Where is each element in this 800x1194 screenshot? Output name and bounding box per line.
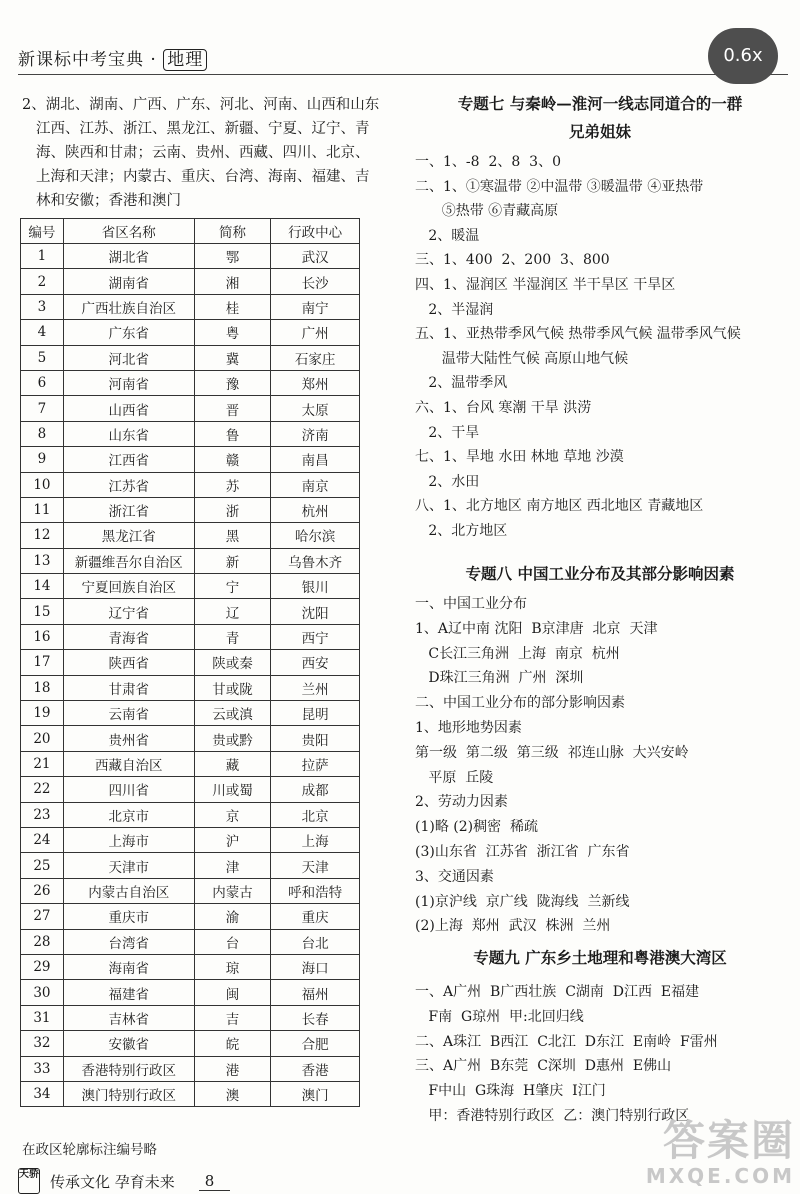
cell-province: 天津市 (63, 853, 194, 878)
table-row (21, 1056, 360, 1081)
cell-number: 2 (21, 269, 64, 294)
cell-number: 3 (21, 294, 64, 319)
cell-province: 云南省 (63, 701, 194, 726)
answer-line: F中山 G珠海 H肇庆 I江门 (415, 1083, 606, 1100)
cell-capital: 沈阳 (271, 599, 360, 624)
header-divider (18, 74, 788, 75)
answer-line: 第一级 第二级 第三级 祁连山脉 大兴安岭 (415, 744, 689, 761)
cell-number: 26 (21, 878, 64, 903)
cell-province: 湖南省 (63, 269, 194, 294)
cell-capital: 重庆 (271, 904, 360, 929)
cell-abbr: 浙 (194, 497, 271, 522)
cell-province: 安徽省 (63, 1031, 194, 1056)
answer-line: F南 G琼州 甲:北回归线 (415, 1008, 584, 1025)
cell-capital: 石家庄 (271, 345, 360, 370)
cell-capital: 澳门 (271, 1081, 360, 1106)
cell-capital: 贵阳 (271, 726, 360, 751)
answer-line: 七、1、旱地 水田 林地 草地 沙漠 (415, 449, 624, 466)
table-row (21, 523, 360, 548)
cell-capital: 南京 (271, 472, 360, 497)
cell-abbr: 桂 (194, 294, 271, 319)
cell-capital: 福州 (271, 980, 360, 1005)
cell-capital: 兰州 (271, 675, 360, 700)
cell-abbr: 津 (194, 853, 271, 878)
cell-number: 29 (21, 954, 64, 979)
cell-capital: 北京 (271, 802, 360, 827)
intro-line: 江西、江苏、浙江、黑龙江、新疆、宁夏、辽宁、青 (36, 121, 370, 137)
cell-capital: 郑州 (271, 370, 360, 395)
cell-number: 21 (21, 751, 64, 776)
cell-capital: 呼和浩特 (271, 878, 360, 903)
zoom-level-button[interactable]: 0.6x (708, 28, 778, 84)
cell-capital: 太原 (271, 396, 360, 421)
cell-number: 10 (21, 472, 64, 497)
cell-capital: 拉萨 (271, 751, 360, 776)
cell-capital: 银川 (271, 574, 360, 599)
table-row (21, 244, 360, 269)
cell-number: 24 (21, 827, 64, 852)
cell-number: 16 (21, 624, 64, 649)
answer-line: (1)京沪线 京广线 陇海线 兰新线 (415, 893, 630, 910)
cell-number: 18 (21, 675, 64, 700)
answer-2-intro (22, 93, 392, 213)
cell-capital: 西宁 (271, 624, 360, 649)
answer-line: 2、北方地区 (415, 522, 508, 539)
cell-number: 22 (21, 777, 64, 802)
cell-province: 辽宁省 (63, 599, 194, 624)
cell-number: 15 (21, 599, 64, 624)
cell-abbr: 湘 (194, 269, 271, 294)
cell-number: 17 (21, 650, 64, 675)
cell-province: 山西省 (63, 396, 194, 421)
table-row (21, 1005, 360, 1030)
cell-province: 上海市 (63, 827, 194, 852)
cell-abbr: 赣 (194, 447, 271, 472)
answer-line: 一、中国工业分布 (415, 596, 527, 612)
col-header-capital: 行政中心 (271, 219, 360, 244)
cell-abbr: 鄂 (194, 244, 271, 269)
cell-province: 新疆维吾尔自治区 (63, 548, 194, 573)
cell-number: 4 (21, 320, 64, 345)
cell-number: 25 (21, 853, 64, 878)
table-row (21, 345, 360, 370)
topic-7-section (415, 92, 785, 544)
cell-province: 湖北省 (63, 244, 194, 269)
table-row (21, 726, 360, 751)
answer-line: 2、半湿润 (415, 301, 494, 318)
cell-abbr: 甘或陇 (194, 675, 271, 700)
table-row (21, 574, 360, 599)
answer-line: D珠江三角洲 广州 深圳 (415, 670, 584, 687)
cell-province: 福建省 (63, 980, 194, 1005)
cell-province: 贵州省 (63, 726, 194, 751)
cell-number: 33 (21, 1056, 64, 1081)
topic-9-title: 专题九 广东乡土地理和粤港澳大湾区 (473, 948, 727, 967)
cell-capital: 上海 (271, 827, 360, 852)
answer-line: 五、1、亚热带季风气候 热带季风气候 温带季风气候 (415, 326, 741, 343)
cell-abbr: 吉 (194, 1005, 271, 1030)
cell-abbr: 琼 (194, 954, 271, 979)
col-header-name: 省区名称 (63, 219, 194, 244)
topic-9-answers (415, 980, 785, 1129)
table-row (21, 777, 360, 802)
cell-abbr: 澳 (194, 1081, 271, 1106)
table-row (21, 472, 360, 497)
footer-slogan: 传承文化 孕育未来 (50, 1172, 175, 1191)
table-row (21, 954, 360, 979)
cell-province: 山东省 (63, 421, 194, 446)
answer-line: 2、温带季风 (415, 375, 508, 392)
cell-capital: 南昌 (271, 447, 360, 472)
cell-number: 23 (21, 802, 64, 827)
watermark-url: MXQE.COM (645, 1164, 795, 1188)
cell-number: 34 (21, 1081, 64, 1106)
cell-capital: 成都 (271, 777, 360, 802)
answer-line: 甲：香港特别行政区 乙：澳门特别行政区 (415, 1107, 690, 1124)
cell-province: 宁夏回族自治区 (63, 574, 194, 599)
cell-capital: 长春 (271, 1005, 360, 1030)
answer-line: 八、1、北方地区 南方地区 西北地区 青藏地区 (415, 498, 704, 515)
cell-number: 14 (21, 574, 64, 599)
cell-province: 浙江省 (63, 497, 194, 522)
cell-province: 青海省 (63, 624, 194, 649)
answer-line: (3)山东省 江苏省 浙江省 广东省 (415, 843, 630, 860)
cell-abbr: 晋 (194, 396, 271, 421)
intro-line: 上海和天津；内蒙古、重庆、台湾、海南、福建、吉 (36, 169, 370, 185)
cell-abbr: 粤 (194, 320, 271, 345)
answer-line: 1、A辽中南 沈阳 B京津唐 北京 天津 (415, 620, 658, 637)
page-number: 8 (199, 1172, 231, 1191)
answer-line: 平原 丘陵 (415, 769, 494, 786)
cell-capital: 杭州 (271, 497, 360, 522)
cell-capital: 广州 (271, 320, 360, 345)
cell-province: 江西省 (63, 447, 194, 472)
cell-capital: 西安 (271, 650, 360, 675)
cell-abbr: 陕或秦 (194, 650, 271, 675)
intro-line: 林和安徽；香港和澳门 (36, 193, 181, 209)
answer-line: 四、1、湿润区 半湿润区 半干旱区 干旱区 (415, 276, 676, 293)
answer-line: C长江三角洲 上海 南京 杭州 (415, 645, 620, 662)
cell-capital: 南宁 (271, 294, 360, 319)
cell-province: 重庆市 (63, 904, 194, 929)
answer-line: ⑤热带 ⑥青藏高原 (415, 203, 559, 220)
cell-abbr: 苏 (194, 472, 271, 497)
cell-capital: 天津 (271, 853, 360, 878)
cell-number: 11 (21, 497, 64, 522)
table-row (21, 421, 360, 446)
cell-capital: 香港 (271, 1056, 360, 1081)
page-footer (18, 1168, 230, 1194)
cell-abbr: 冀 (194, 345, 271, 370)
cell-number: 1 (21, 244, 64, 269)
cell-abbr: 渝 (194, 904, 271, 929)
cell-number: 7 (21, 396, 64, 421)
cell-number: 13 (21, 548, 64, 573)
topic-7-title-cont: 兄弟姐妹 (568, 122, 631, 141)
answer-line: 二、中国工业分布的部分影响因素 (415, 695, 625, 712)
table-row (21, 320, 360, 345)
cell-number: 28 (21, 929, 64, 954)
table-row (21, 650, 360, 675)
table-row (21, 980, 360, 1005)
cell-province: 广东省 (63, 320, 194, 345)
answer-line: 温带大陆性气候 高原山地气候 (415, 350, 629, 367)
cell-province: 江苏省 (63, 472, 194, 497)
cell-abbr: 贵或黔 (194, 726, 271, 751)
table-row (21, 624, 360, 649)
cell-abbr: 皖 (194, 1031, 271, 1056)
answer-line: 3、交通因素 (415, 868, 494, 885)
cell-capital: 哈尔滨 (271, 523, 360, 548)
cell-province: 吉林省 (63, 1005, 194, 1030)
cell-capital: 台北 (271, 929, 360, 954)
publisher-seal: 天骄 (18, 1168, 40, 1194)
answer-line: 2、干旱 (415, 424, 480, 441)
cell-abbr: 内蒙古 (194, 878, 271, 903)
cell-number: 9 (21, 447, 64, 472)
cell-number: 20 (21, 726, 64, 751)
answer-line: 2、劳动力因素 (415, 794, 508, 811)
cell-abbr: 新 (194, 548, 271, 573)
cell-province: 西藏自治区 (63, 751, 194, 776)
book-title: 新课标中考宝典 · (18, 50, 164, 70)
table-row (21, 878, 360, 903)
table-row (21, 548, 360, 573)
cell-number: 5 (21, 345, 64, 370)
cell-province: 河南省 (63, 370, 194, 395)
table-row (21, 701, 360, 726)
cell-abbr: 港 (194, 1056, 271, 1081)
cell-abbr: 黑 (194, 523, 271, 548)
cell-number: 31 (21, 1005, 64, 1030)
table-header-row (21, 219, 360, 244)
cell-province: 广西壮族自治区 (63, 294, 194, 319)
table-row (21, 1081, 360, 1106)
cell-abbr: 川或蜀 (194, 777, 271, 802)
table-row (21, 497, 360, 522)
table-row (21, 370, 360, 395)
answer-line: 一、1、-8 2、8 3、0 (415, 154, 561, 170)
cell-abbr: 鲁 (194, 421, 271, 446)
cell-abbr: 台 (194, 929, 271, 954)
cell-province: 黑龙江省 (63, 523, 194, 548)
topic-9-section (415, 946, 785, 1129)
answer-line: 二、1、①寒温带 ②中温带 ③暖温带 ④亚热带 (415, 178, 704, 195)
table-row (21, 396, 360, 421)
topic-8-title: 专题八 中国工业分布及其部分影响因素 (465, 564, 735, 583)
table-row (21, 675, 360, 700)
answer-line: 三、1、400 2、200 3、800 (415, 252, 610, 269)
cell-abbr: 闽 (194, 980, 271, 1005)
cell-province: 台湾省 (63, 929, 194, 954)
cell-abbr: 沪 (194, 827, 271, 852)
table-row (21, 904, 360, 929)
cell-province: 海南省 (63, 954, 194, 979)
subject-badge: 地理 (163, 49, 207, 71)
table-row (21, 599, 360, 624)
cell-capital: 济南 (271, 421, 360, 446)
topic-7-answers (415, 150, 785, 544)
cell-abbr: 辽 (194, 599, 271, 624)
cell-abbr: 藏 (194, 751, 271, 776)
answer-line: 2、水田 (415, 473, 480, 490)
answer-line: 二、A珠江 B西江 C北江 D东江 E南岭 F雷州 (415, 1033, 718, 1050)
table-row (21, 1031, 360, 1056)
topic-8-answers (415, 592, 785, 939)
intro-line: 2、湖北、湖南、广西、广东、河北、河南、山西和山东 (22, 97, 380, 113)
answer-line: 1、地形地势因素 (415, 719, 522, 736)
answer-line: 2、暖温 (415, 227, 480, 244)
topic-8-section (415, 562, 785, 939)
table-row (21, 447, 360, 472)
table-row (21, 853, 360, 878)
cell-province: 澳门特别行政区 (63, 1081, 194, 1106)
col-header-number: 编号 (21, 219, 64, 244)
table-row (21, 294, 360, 319)
cell-province: 香港特别行政区 (63, 1056, 194, 1081)
cell-number: 8 (21, 421, 64, 446)
watermark-logo-text: 答案圈 (662, 1116, 795, 1165)
cell-capital: 海口 (271, 954, 360, 979)
answer-line: (1)略 (2)稠密 稀疏 (415, 819, 539, 836)
cell-province: 北京市 (63, 802, 194, 827)
table-row (21, 929, 360, 954)
cell-number: 30 (21, 980, 64, 1005)
cell-abbr: 豫 (194, 370, 271, 395)
cell-abbr: 青 (194, 624, 271, 649)
cell-capital: 长沙 (271, 269, 360, 294)
page-header (18, 45, 438, 73)
answer-line: (2)上海 郑州 武汉 株洲 兰州 (415, 918, 611, 935)
cell-province: 甘肃省 (63, 675, 194, 700)
answer-line: 三、A广州 B东莞 C深圳 D惠州 E佛山 (415, 1058, 672, 1075)
province-table (20, 218, 360, 1107)
province-table-body (21, 244, 360, 1107)
cell-number: 32 (21, 1031, 64, 1056)
table-row (21, 802, 360, 827)
cell-abbr: 宁 (194, 574, 271, 599)
cell-abbr: 京 (194, 802, 271, 827)
intro-line: 海、陕西和甘肃；云南、贵州、西藏、四川、北京、 (36, 145, 370, 161)
cell-capital: 合肥 (271, 1031, 360, 1056)
cell-province: 陕西省 (63, 650, 194, 675)
cell-capital: 乌鲁木齐 (271, 548, 360, 573)
cell-number: 19 (21, 701, 64, 726)
cell-capital: 武汉 (271, 244, 360, 269)
table-row (21, 827, 360, 852)
answer-line: 六、1、台风 寒潮 干旱 洪涝 (415, 399, 592, 416)
cell-abbr: 云或滇 (194, 701, 271, 726)
table-row (21, 751, 360, 776)
topic-7-title: 专题七 与秦岭—淮河一线志同道合的一群 (457, 94, 743, 113)
col-header-abbr: 简称 (194, 219, 271, 244)
cell-number: 6 (21, 370, 64, 395)
cell-province: 内蒙古自治区 (63, 878, 194, 903)
cell-capital: 昆明 (271, 701, 360, 726)
cell-number: 12 (21, 523, 64, 548)
table-row (21, 269, 360, 294)
cell-province: 河北省 (63, 345, 194, 370)
cell-number: 27 (21, 904, 64, 929)
cell-province: 四川省 (63, 777, 194, 802)
answer-line: 一、A广州 B广西壮族 C湖南 D江西 E福建 (415, 984, 700, 1000)
site-watermark (610, 1118, 795, 1188)
map-note: 在政区轮廓标注编号略 (22, 1142, 157, 1158)
